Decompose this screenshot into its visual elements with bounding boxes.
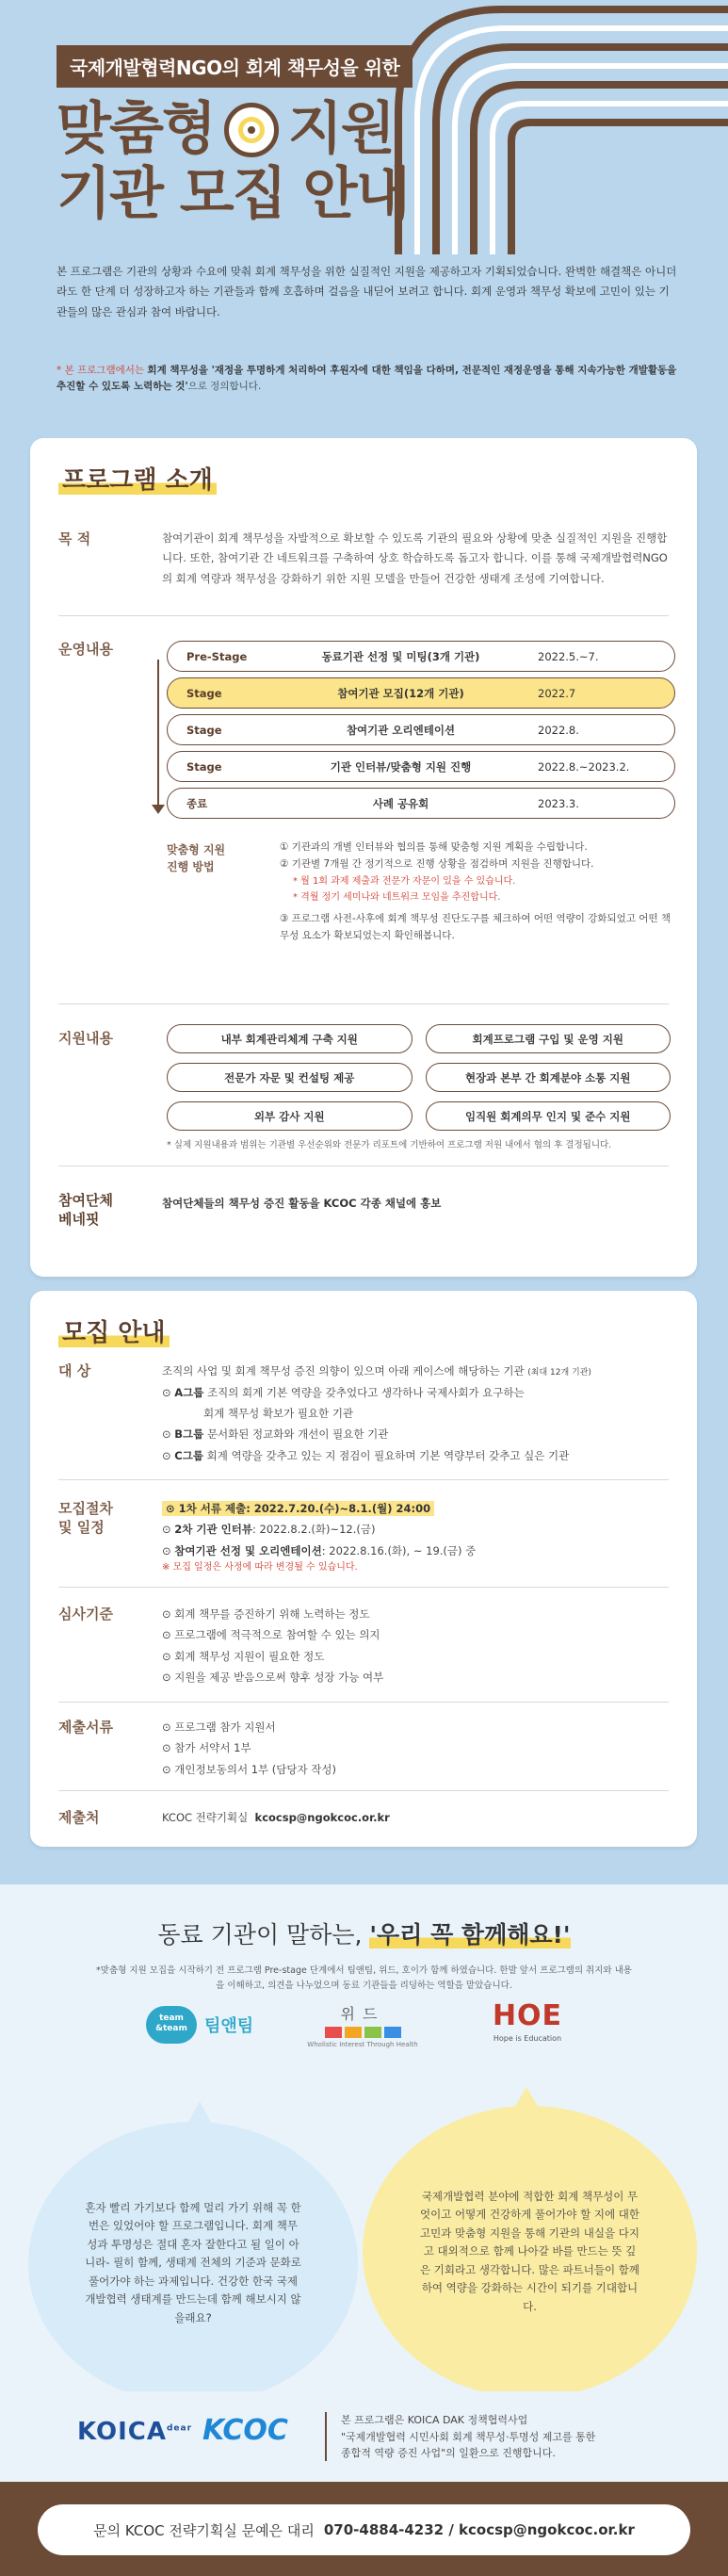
- support-item: 회계프로그램 구입 및 운영 지원: [426, 1024, 671, 1053]
- voice-section: [0, 1884, 728, 2461]
- divider: [58, 1587, 669, 1588]
- purpose-text: 참여기관이 회계 책무성을 자발적으로 확보할 수 있도록 기관의 필요와 상황에 맞춘 실질적인 지원을 진행합니다. 또한, 참여기관 간 네트워크를 구축하여 상호 학습하도록 돕고자 합니다. 이를 통해 국제개발협력NGO의 회계 역량과 책무성을 강화하기 위한 지원 모델을 만들어 건강한 생태계 조성에 기여합니다.: [162, 531, 668, 585]
- divider: [58, 1790, 669, 1791]
- teamandteam-mark-icon: team &team: [146, 2006, 197, 2044]
- sponsor-row: [0, 2391, 728, 2482]
- divider: [58, 1003, 669, 1004]
- support-item: 전문가 자문 및 컨설팅 제공: [167, 1063, 413, 1092]
- recruit-section-title: 모집 안내: [58, 1313, 170, 1348]
- kcoc-logo: KCOC: [202, 2414, 288, 2447]
- timeline-row: Stage 기관 인터뷰/맞춤형 지원 진행 2022.8.~2023.2.: [167, 751, 675, 782]
- partner-logos: [0, 1999, 728, 2059]
- contact-bar: [38, 2504, 690, 2555]
- hoe-logo: HOE Hope is Education: [492, 1999, 563, 2043]
- purpose-label: 목 적: [58, 530, 91, 547]
- destination-text: KCOC 전략기획실 kcocsp@ngokcoc.or.kr: [162, 1811, 390, 1824]
- target-label: 대 상: [58, 1362, 91, 1379]
- program-card: [30, 438, 697, 1277]
- ops-label: 운영내용: [58, 641, 113, 658]
- quote-bubble-right: 국제개발협력 분야에 적합한 회계 책무성이 무엇이고 어떻게 건강하게 풀어가야 할 지에 대한 고민과 맞춤형 지원을 통해 기관의 내실을 다지고 대외적으로 함께 나아갈 바를 만드는 뜻 깊은 기회라고 생각합니다. 많은 파트너들이 함께 하여 역량을 강화하는 시간이 되기를 기대합니다.: [363, 2106, 697, 2398]
- timeline-row: Stage 참여기관 오리엔테이션 2022.8.: [167, 714, 675, 745]
- hero-section: [0, 0, 728, 400]
- program-section-title: 프로그램 소개: [58, 461, 217, 496]
- sponsor-divider: [325, 2412, 327, 2461]
- recruit-card: [30, 1291, 697, 1847]
- contact-info[interactable]: 070-4884-4232 / kcocsp@ngokcoc.or.kr: [323, 2521, 635, 2538]
- decorative-stripes: [361, 0, 728, 254]
- hero-title-word2: 지원: [287, 96, 394, 162]
- hero-title-word1: 맞춤형: [57, 96, 215, 162]
- hero-kicker: 국제개발협력NGO의 회계 책무성을 위한: [57, 45, 413, 88]
- timeline-arrow: [157, 660, 159, 810]
- timeline: [167, 641, 675, 810]
- support-item: 현장과 본부 간 회계분야 소통 지원: [426, 1063, 671, 1092]
- timeline-row: Stage 참여기관 모집(12개 기관) 2022.7: [167, 677, 675, 709]
- sponsor-text: 본 프로그램은 KOICA DAK 정책협력사업 "국제개발협력 시민사회 회계 책무성·투명성 제고를 통한 종합적 역량 증진 사업"의 일환으로 진행합니다.: [341, 2414, 596, 2460]
- destination-email[interactable]: kcocsp@ngokcoc.or.kr: [254, 1811, 390, 1824]
- docs-list: ⊙ 프로그램 참가 지원서 ⊙ 참가 서약서 1부 ⊙ 개인정보동의서 1부 (담당자 작성): [162, 1720, 336, 1776]
- with-logo: 위드 Wholistic Interest Through Health: [301, 2002, 424, 2048]
- quote-bubble-left: 혼자 빨리 가기보다 함께 멀리 가기 위해 꼭 한번은 있었어야 할 프로그램입니다. 회계 책무성과 투명성은 절대 혼자 잘한다고 될 일이 아니라- 필히 함께, 생태계 전체의 기준과 문화로 풀어가야 하는 과제입니다. 건강한 한국 국제개발협력 생태계를 만드는데 함께 해보시지 않을래요?: [28, 2122, 358, 2405]
- procedure-label: 모집절차 및 일정: [58, 1500, 113, 1536]
- procedure-block: ⊙ 1차 서류 제출: 2022.7.20.(수)~8.1.(월) 24:00 ⊙ 2차 기관 인터뷰: 2022.8.2.(화)~12.(금) ⊙ 참여기관 선정 및 오리엔테이션: 2022.8.16.(화), ~ 19.(금) 중 ※ 모집 일정은 사정에 따라 변경될 수 있습니다.: [162, 1502, 477, 1573]
- support-note: * 실제 지원내용과 범위는 기관별 우선순위와 전문가 리포트에 기반하여 프로그램 저원 내에서 협의 후 결정됩니다.: [167, 1140, 612, 1150]
- divider: [58, 1702, 669, 1703]
- benefit-label: 참여단체 베네핏: [58, 1192, 113, 1228]
- timeline-row: 종료 사례 공유회 2023.3.: [167, 788, 675, 819]
- divider: [58, 615, 669, 616]
- docs-label: 제출서류: [58, 1719, 113, 1736]
- destination-label: 제출처: [58, 1809, 100, 1826]
- benefit-text: 참여단체들의 책무성 증진 활동을 KCOC 각종 채널에 홍보: [162, 1197, 442, 1210]
- support-grid: [167, 1024, 671, 1131]
- target-block: 조직의 사업 및 회계 책무성 증진 의향이 있으며 아래 케이스에 해당하는 기관 (최대 12개 기관) ⊙ A그룹 조직의 회계 기본 역량을 갖추었다고 생각하나 국제사회가 요구하는 회계 책무성 확보가 필요한 기관 ⊙ B그룹 문서화된 정교화와 개선이 필요한 기관 ⊙ C그룹 회계 역량을 갖추고 있는 지 점검이 필요하며 기본 역량부터 갖추고 싶은 기관: [162, 1364, 591, 1462]
- support-item: 내부 회계관리체계 구축 지원: [167, 1024, 413, 1053]
- target-icon: [224, 103, 279, 157]
- criteria-label: 심사기준: [58, 1606, 113, 1622]
- criteria-list: ⊙ 회계 책무를 증진하기 위해 노력하는 정도 ⊙ 프로그램에 적극적으로 참여할 수 있는 의지 ⊙ 회계 책무성 지원이 필요한 정도 ⊙ 지원을 제공 받음으로써 향후 성장 가능 여부: [162, 1607, 384, 1685]
- footer: [0, 2482, 728, 2576]
- divider: [58, 1479, 669, 1480]
- hero-title-line2: 기관 모집 안내: [57, 161, 409, 227]
- support-label: 지원내용: [58, 1030, 113, 1047]
- voice-title: 동료 기관이 말하는, '우리 꼭 함께해요!': [157, 1921, 571, 1948]
- support-item: 외부 감사 지원: [167, 1101, 413, 1131]
- hero-note: * 본 프로그램에서는 회계 책무성을 '재정을 투명하게 처리하여 후원자에 대한 책임을 다하며, 전문적인 재정운영을 통해 지속가능한 개발활동을 추진할 수 있도록 노력하는 것'으로 정의합니다.: [57, 365, 677, 392]
- timeline-row: Pre-Stage 동료기관 선정 및 미팅(3개 기관) 2022.5.~7.: [167, 641, 675, 672]
- koica-logo: $KOICA^{dear}$: [77, 2418, 193, 2446]
- method-label: 맞춤형 지원 진행 방법: [167, 843, 226, 873]
- with-color-blocks: [301, 2027, 424, 2038]
- hero-intro: 본 프로그램은 기관의 상황과 수요에 맞춰 회계 책무성을 위한 실질적인 지원을 제공하고자 기획되었습니다. 완벽한 해결책은 아니더라도 한 단계 더 성장하고자 하는 기관들과 함께 호흡하며 걸음을 내딛어 보려고 합니다. 회계 운영과 책무성 확보에 고민이 있는 기관들의 많은 관심과 참여 바랍니다.: [57, 265, 677, 318]
- method-list: ① 기관과의 개별 인터뷰와 협의를 통해 맞춤형 지원 계획을 수립합니다. ② 기관별 7개월 간 정기적으로 진행 상황을 점검하며 지원을 진행합니다. * 월 1회 과제 제출과 전문가 자문이 있을 수 있습니다. * 격월 정기 세미나와 네트워크 모임을 추진합니다. ③ 프로그램 사전-사후에 회계 책무성 진단도구를 체크하여 어떤 역량이 강화되었고 어떤 책무성 요소가 확보되었는지 확인해봅니다.: [280, 841, 671, 941]
- contact-prefix: 문의 KCOC 전략기획실 문예은 대리: [93, 2521, 315, 2539]
- teamandteam-logo: team &team 팀앤팀: [146, 2006, 253, 2044]
- support-item: 임직원 회계의무 인지 및 준수 지원: [426, 1101, 671, 1131]
- voice-subtitle: *맞춤형 지원 모집을 시작하기 전 프로그램 Pre-stage 단계에서 팀앤팀, 위드, 호이가 함께 하였습니다. 한발 앞서 프로그램의 취지와 내용을 이해하고, 의견을 나누었으며 동료 기관들을 리딩하는 역할을 맡았습니다.: [96, 1965, 632, 1992]
